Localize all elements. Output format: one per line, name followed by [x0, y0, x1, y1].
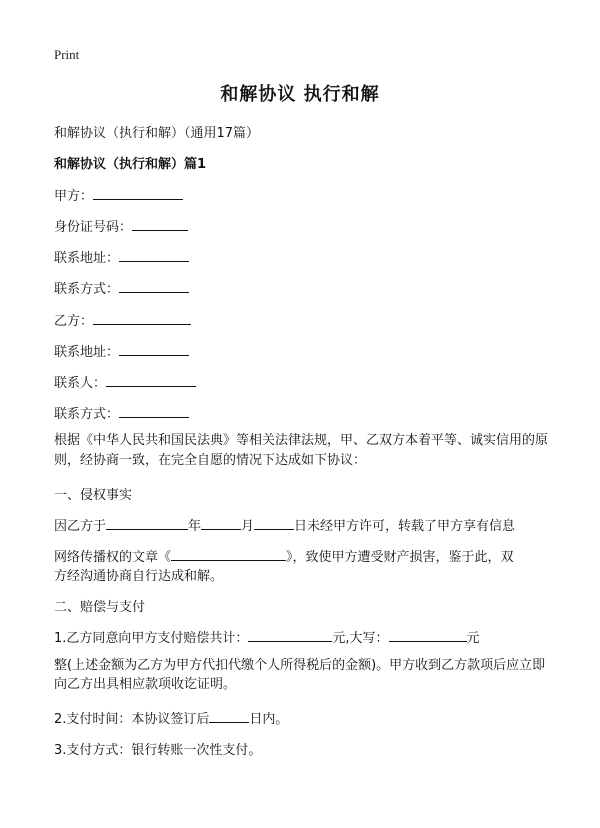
- field-label: 联系方式：: [54, 282, 120, 297]
- field-party-a: [54, 185, 183, 204]
- section-1-heading: 一、侵权事实: [54, 488, 133, 503]
- section-2-item-3: 3.支付方式：银行转账一次性支付。: [54, 743, 262, 758]
- blank-line: [119, 404, 189, 418]
- field-contact-a: [54, 278, 189, 297]
- field-party-b: [54, 310, 191, 329]
- blank-line: [119, 279, 189, 293]
- section-1-line-2: [54, 546, 514, 565]
- section-heading: 和解协议（执行和解）篇1: [54, 157, 207, 172]
- field-id-number: [54, 216, 188, 235]
- field-label: 联系地址：: [54, 345, 120, 360]
- text-segment: 因乙方于: [54, 519, 107, 534]
- text-segment: 1.乙方同意向甲方支付赔偿共计：: [54, 631, 249, 646]
- text-segment: 元: [466, 631, 480, 646]
- section-1-line-1: [54, 515, 515, 534]
- field-contact-person: [54, 372, 196, 391]
- blank-line: [93, 311, 191, 325]
- blank-line: [209, 709, 249, 723]
- text-segment: 日未经甲方许可，转载了甲方享有信息: [294, 519, 516, 534]
- document-subtitle: 和解协议（执行和解）（通用17篇）: [54, 126, 260, 141]
- field-address-a: [54, 247, 189, 266]
- text-segment: 》，致使甲方遭受财产损害，鉴于此，双: [286, 550, 514, 565]
- section-2-item-1: [54, 627, 480, 646]
- text-segment: 网络传播权的文章《: [54, 550, 172, 565]
- blank-line: [201, 516, 241, 530]
- field-contact-b: [54, 403, 189, 422]
- blank-line: [119, 248, 189, 262]
- blank-line: [171, 547, 286, 561]
- section-2-item-1-continued: 整(上述金额为乙方为甲方代扣代缴个人所得税后的金额)。甲方收到乙方款项后应立即向乙方出具相应款项收讫证明。: [54, 658, 546, 692]
- field-label: 乙方：: [54, 314, 94, 329]
- section-2-item-2: [54, 708, 288, 727]
- section-1-line-3: 方经沟通协商自行达成和解。: [54, 569, 224, 584]
- blank-line: [254, 516, 294, 530]
- field-label: 甲方：: [54, 189, 94, 204]
- blank-line: [248, 628, 332, 642]
- text-segment: 元,大写：: [332, 631, 389, 646]
- text-segment: 日内。: [249, 712, 289, 727]
- field-address-b: [54, 341, 189, 360]
- text-segment: 年: [188, 519, 202, 534]
- blank-line: [106, 373, 196, 387]
- blank-line: [132, 217, 188, 231]
- blank-line: [106, 516, 188, 530]
- intro-paragraph: 根据《中华人民共和国民法典》等相关法律法规，甲、乙双方本着平等、诚实信用的原则，经协商一致，在完全自愿的情况下达成如下协议：: [54, 433, 549, 468]
- blank-line: [119, 342, 189, 356]
- blank-line: [389, 628, 467, 642]
- text-segment: 2.支付时间：本协议签订后: [54, 712, 210, 727]
- print-label: Print: [54, 47, 80, 62]
- blank-line: [93, 186, 183, 200]
- document-title: 和解协议 执行和解: [220, 84, 380, 105]
- field-label: 联系人：: [54, 376, 107, 391]
- section-2-heading: 二、赔偿与支付: [54, 600, 146, 615]
- field-label: 联系地址：: [54, 251, 120, 266]
- field-label: 联系方式：: [54, 407, 120, 422]
- field-label: 身份证号码：: [54, 220, 133, 235]
- text-segment: 月: [241, 519, 255, 534]
